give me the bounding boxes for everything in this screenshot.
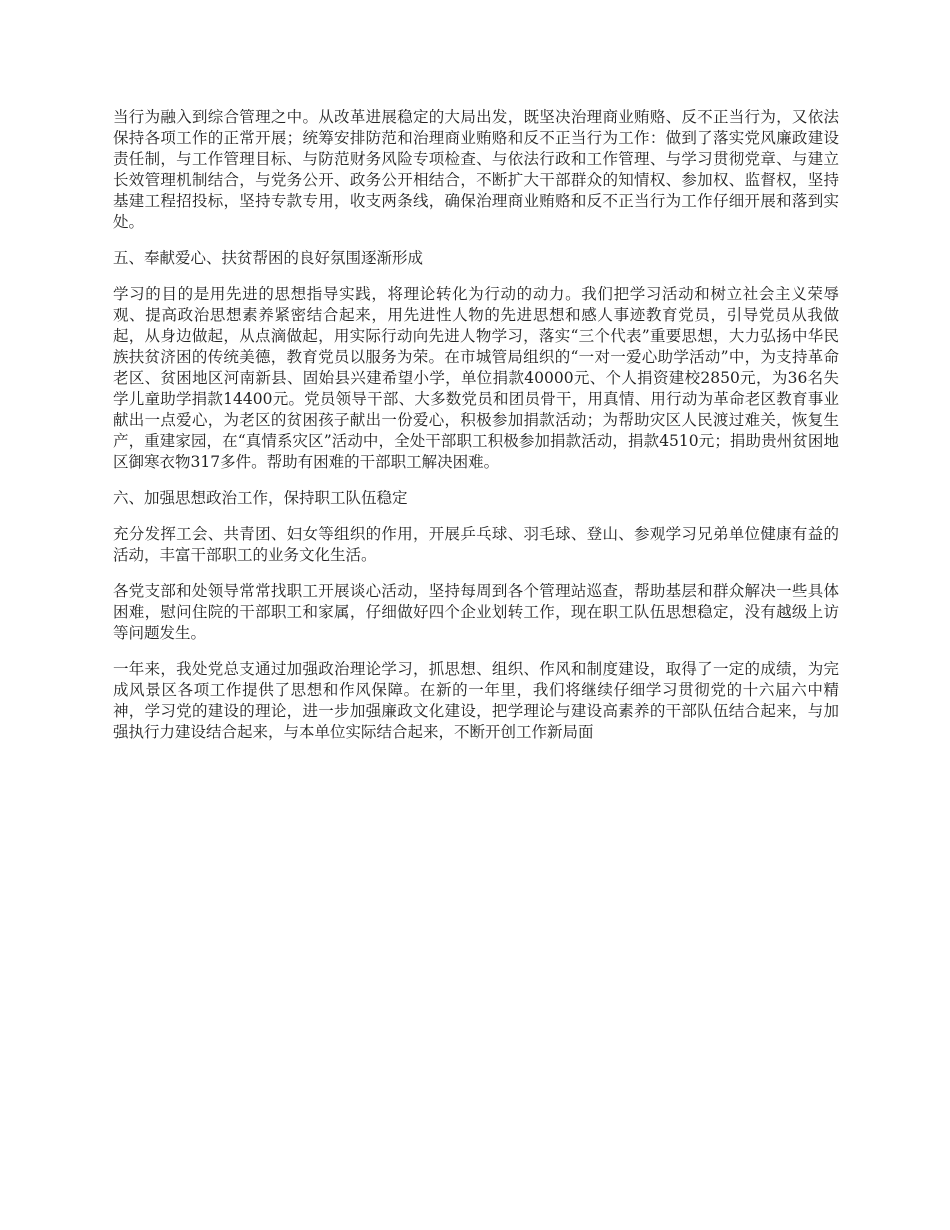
section-heading-5: 五、奉献爱心、扶贫帮困的良好氛围逐渐形成: [113, 249, 424, 267]
paragraph-activities: 充分发挥工会、共青团、妇女等组织的作用，开展乒乓球、羽毛球、登山、参观学习兄弟单位健康有益的活动，丰富干部职工的业务文化生活。: [113, 525, 839, 564]
paragraph-conclusion: 一年来，我处党总支通过加强政治理论学习，抓思想、组织、作风和制度建设，取得了一定的成绩，为完成风景区各项工作提供了思想和作风保障。在新的一年里，我们将继续仔细学习贯彻党的十六届六中精神，学习党的建设的理论，进一步加强廉政文化建设，把学理论与建设高素养的干部队伍结合起来，与加强执行力建设结合起来，与本单位实际结合起来，不断开创工作新局面: [113, 660, 839, 741]
paragraph-charity: 学习的目的是用先进的思想指导实践，将理论转化为行动的动力。我们把学习活动和树立社会主义荣辱观、提高政治思想素养紧密结合起来，用先进性人物的先进思想和感人事迹教育党员，引导党员从我做起，从身边做起，从点滴做起，用实际行动向先进人物学习，落实“三个代表”重要思想，大力弘扬中华民族扶贫济困的传统美德，教育党员以服务为荣。在市城管局组织的“一对一爱心助学活动”中，为支持革命老区、贫困地区河南新县、固始县兴建希望小学，单位捐款40000元、个人捐资建校2850元，为36名失学儿童助学捐款14400元。党员领导干部、大多数党员和团员骨干，用真情、用行动为革命老区教育事业献出一点爱心，为老区的贫困孩子献出一份爱心，积极参加捐款活动；为帮助灾区人民渡过难关，恢复生产，重建家园，在“真情系灾区”活动中，全处干部职工积极参加捐款活动，捐款4510元；捐助贵州贫困地区御寒衣物317多件。帮助有困难的干部职工解决困难。: [113, 285, 839, 471]
document-page: [113, 107, 839, 758]
paragraph-staff-care: 各党支部和处领导常常找职工开展谈心活动，坚持每周到各个管理站巡查，帮助基层和群众解决一些具体困难，慰问住院的干部职工和家属，仔细做好四个企业划转工作，现在职工队伍思想稳定，没有越级上访等问题发生。: [113, 582, 839, 642]
paragraph-anti-bribery: 当行为融入到综合管理之中。从改革进展稳定的大局出发，既坚决治理商业贿赂、反不正当行为，又依法保持各项工作的正常开展；统筹安排防范和治理商业贿赂和反不正当行为工作：做到了落实党风廉政建设责任制，与工作管理目标、与防范财务风险专项检查、与依法行政和工作管理、与学习贯彻党章、与建立长效管理机制结合，与党务公开、政务公开相结合，不断扩大干部群众的知情权、参加权、监督权，坚持基建工程招投标，坚持专款专用，收支两条线，确保治理商业贿赂和反不正当行为工作仔细开展和落到实处。: [113, 108, 839, 231]
section-heading-6: 六、加强思想政治工作，保持职工队伍稳定: [113, 489, 408, 507]
